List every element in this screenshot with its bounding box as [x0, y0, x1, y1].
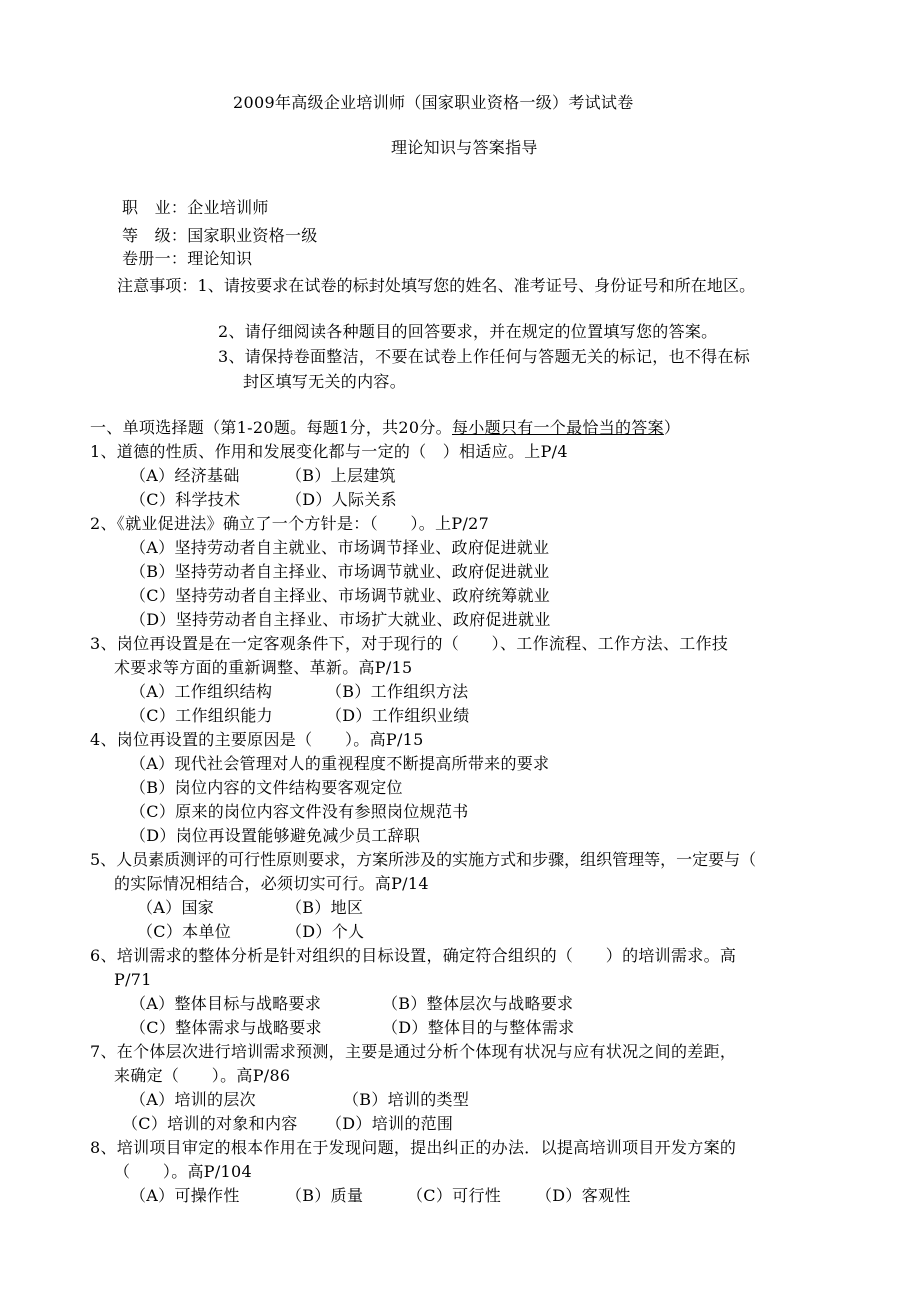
q5-stem-line1: 5、人员素质测评的可行性原则要求，方案所涉及的实施方式和步骤，组织管理等，一定要与（: [90, 850, 757, 869]
q3-option-b: （B）工作组织方法: [326, 682, 469, 701]
occupation-line: 职 业：企业培训师: [122, 198, 269, 217]
q2-option-d: （D）坚持劳动者自主择业、市场扩大就业、政府促进就业: [130, 610, 551, 629]
note-3-line2: 封区填写无关的内容。: [243, 372, 407, 391]
q3-option-d: （D）工作组织业绩: [326, 706, 470, 725]
q8-option-a: （A）可操作性: [130, 1186, 240, 1205]
q1-option-a: （A）经济基础: [130, 466, 240, 485]
page-title: 2009年高级企业培训师（国家职业资格一级）考试试卷: [233, 93, 634, 112]
q8-option-d: （D）客观性: [536, 1186, 631, 1205]
q3-option-a: （A）工作组织结构: [130, 682, 273, 701]
q5-stem-line2: 的实际情况相结合，必须切实可行。高P/14: [114, 874, 429, 893]
q5-option-a: （A）国家: [137, 898, 215, 917]
section-heading: [90, 418, 680, 438]
q8-stem-line1: 8、培训项目审定的根本作用在于发现问题，提出纠正的办法．以提高培训项目开发方案的: [90, 1138, 737, 1157]
level-line: 等 级：国家职业资格一级: [122, 226, 318, 245]
q1-option-b: （B）上层建筑: [286, 466, 396, 485]
q3-stem-line1: 3、岗位再设置是在一定客观条件下，对于现行的（ ）、工作流程、工作方法、工作技: [90, 634, 729, 653]
section-heading-suffix: ）: [663, 418, 681, 437]
q2-option-a: （A）坚持劳动者自主就业、市场调节择业、政府促进就业: [130, 538, 550, 557]
q3-stem-line2: 术要求等方面的重新调整、革新。高P/15: [114, 658, 413, 677]
q2-option-c: （C）坚持劳动者自主择业、市场调节就业、政府统筹就业: [130, 586, 551, 605]
q2-stem: 2、《就业促进法》确立了一个方针是：（ ）。上P/27: [90, 514, 490, 533]
q7-option-d: （D）培训的范围: [326, 1114, 454, 1133]
q6-option-b: （B）整体层次与战略要求: [382, 994, 574, 1013]
q4-stem: 4、岗位再设置的主要原因是（ ）。高P/15: [90, 730, 424, 749]
section-heading-underlined: 每小题只有一个最恰当的答案: [452, 418, 664, 437]
q5-option-c: （C）本单位: [137, 922, 232, 941]
q5-option-d: （D）个人: [286, 922, 365, 941]
q6-stem-line2: P/71: [114, 970, 152, 989]
q7-stem-line2: 来确定（ ）。高P/86: [114, 1066, 291, 1085]
q1-option-d: （D）人际关系: [286, 490, 397, 509]
q6-option-c: （C）整体需求与战略要求: [130, 1018, 322, 1037]
q6-stem-line1: 6、培训需求的整体分析是针对组织的目标设置，确定符合组织的（ ）的培训需求。高: [90, 946, 737, 965]
q7-stem-line1: 7、在个体层次进行培训需求预测，主要是通过分析个体现有状况与应有状况之间的差距，: [90, 1042, 737, 1061]
q8-stem-line2: （ ）。高P/104: [114, 1162, 252, 1181]
q3-option-c: （C）工作组织能力: [130, 706, 273, 725]
section-heading-prefix: 一、单项选择题（第1-20题。每题1分，共20分。: [90, 418, 452, 437]
note-3-line1: 3、请保持卷面整洁，不要在试卷上作任何与答题无关的标记，也不得在标: [218, 347, 751, 366]
q7-option-c: （C）培训的对象和内容: [122, 1114, 298, 1133]
q2-option-b: （B）坚持劳动者自主择业、市场调节就业、政府促进就业: [130, 562, 550, 581]
volume-line: 卷册一：理论知识: [122, 249, 253, 268]
q1-option-c: （C）科学技术: [130, 490, 241, 509]
note-2: 2、请仔细阅读各种题目的回答要求，并在规定的位置填写您的答案。: [218, 322, 718, 341]
page-subtitle: 理论知识与答案指导: [391, 138, 538, 157]
q4-option-b: （B）岗位内容的文件结构要客观定位: [130, 778, 403, 797]
q7-option-a: （A）培训的层次: [130, 1090, 256, 1109]
q8-option-b: （B）质量: [286, 1186, 364, 1205]
q7-option-b: （B）培训的类型: [343, 1090, 470, 1109]
q4-option-a: （A）现代社会管理对人的重视程度不断提高所带来的要求: [130, 754, 550, 773]
q6-option-d: （D）整体目的与整体需求: [382, 1018, 575, 1037]
q5-option-b: （B）地区: [286, 898, 364, 917]
q8-option-c: （C）可行性: [407, 1186, 502, 1205]
note-1: 注意事项：1、请按要求在试卷的标封处填写您的姓名、准考证号、身份证号和所在地区。: [117, 276, 756, 295]
q6-option-a: （A）整体目标与战略要求: [130, 994, 322, 1013]
q1-stem: 1、道德的性质、作用和发展变化都与一定的（ ）相适应。上P/4: [90, 442, 568, 461]
q4-option-d: （D）岗位再设置能够避免减少员工辞职: [130, 826, 421, 845]
q4-option-c: （C）原来的岗位内容文件没有参照岗位规范书: [130, 802, 469, 821]
